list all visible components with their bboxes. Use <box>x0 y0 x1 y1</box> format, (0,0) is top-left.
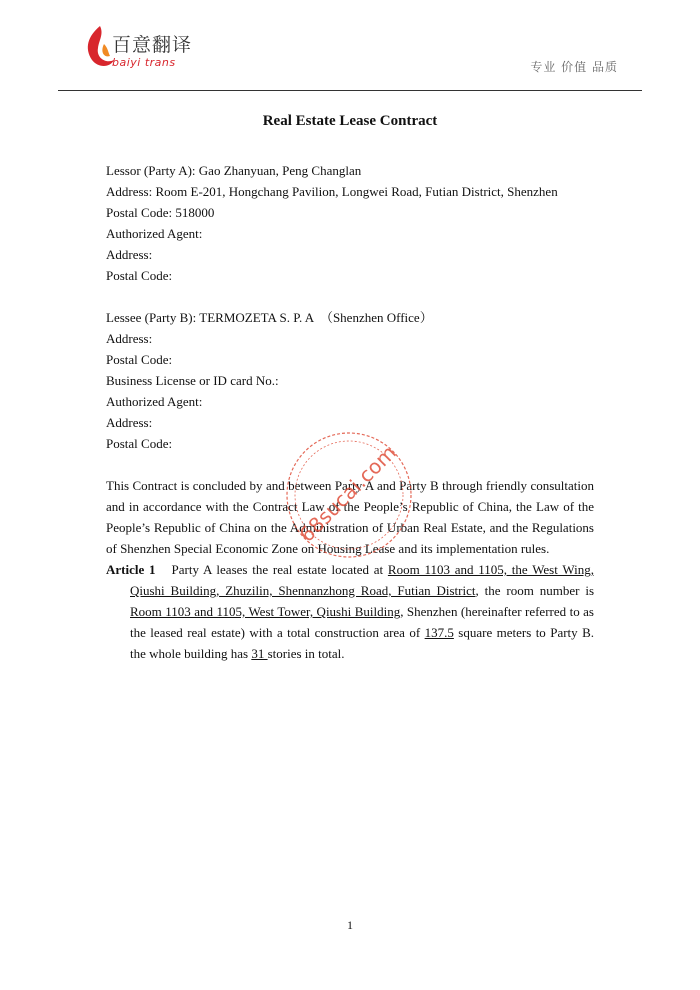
party-a-lessor: Lessor (Party A): Gao Zhanyuan, Peng Changlan <box>106 163 362 178</box>
header-slogan: 专业 价值 品质 <box>530 60 618 74</box>
party-a-agent-postal: Postal Code: <box>106 268 173 283</box>
page-number: 1 <box>347 918 353 932</box>
party-b-postal-code: Postal Code: <box>106 352 173 367</box>
logo-chinese-name: 百意翻译 <box>112 34 193 56</box>
article-1-text: square meters to Party B. the whole building has <box>130 625 594 661</box>
party-b-agent-address: Address: <box>106 415 153 430</box>
building-stories: 31 <box>251 646 268 661</box>
construction-area: 137.5 <box>424 625 454 640</box>
article-1 <box>106 559 594 664</box>
party-a-postal-code: Postal Code: 518000 <box>106 205 215 220</box>
preamble-paragraph: This Contract is concluded by and between Party A and Party B through friendly consultation and in accordance with the Contract Law of the People’s Republic of China, the Law of the People’s Republic of China on the Administration of Urban Real Estate, and the Regulations of Shenzhen Special Economic Zone on Housing Lease and its implementation rules. <box>106 478 594 556</box>
article-1-label: Article 1 <box>106 562 156 577</box>
party-b-license: Business License or ID card No.: <box>106 373 279 388</box>
party-a-agent: Authorized Agent: <box>106 226 203 241</box>
party-a-address: Address: Room E-201, Hongchang Pavilion, Longwei Road, Futian District, Shenzhen <box>106 184 558 199</box>
leased-location: Room 1103 and 1105, the West Wing, Qiushi Building, Zhuzilin, Shennanzhong Road, Futian District <box>130 562 594 598</box>
document-title: Real Estate Lease Contract <box>262 113 438 129</box>
article-1-text: Party A leases the real estate located at <box>171 562 388 577</box>
party-a-agent-address: Address: <box>106 247 153 262</box>
watermark-text: 68sucai.com <box>294 440 401 547</box>
contract-body <box>106 160 594 664</box>
article-1-text: , Shenzhen (hereinafter referred to as the leased real estate) with a total construction area of <box>130 604 594 640</box>
article-1-text: , the room number is <box>475 583 594 598</box>
article-1-text: stories in total. <box>267 646 345 661</box>
party-b-agent: Authorized Agent: <box>106 394 203 409</box>
room-number: Room 1103 and 1105, West Tower, Qiushi Building <box>130 604 401 619</box>
logo-english-name: baiyi trans <box>112 56 176 69</box>
party-b-address: Address: <box>106 331 153 346</box>
party-b-lessee: Lessee (Party B): TERMOZETA S. P. A （Shenzhen Office） <box>106 310 433 325</box>
header-divider <box>58 90 642 91</box>
watermark-stamp <box>282 428 416 562</box>
party-b-agent-postal: Postal Code: <box>106 436 173 451</box>
